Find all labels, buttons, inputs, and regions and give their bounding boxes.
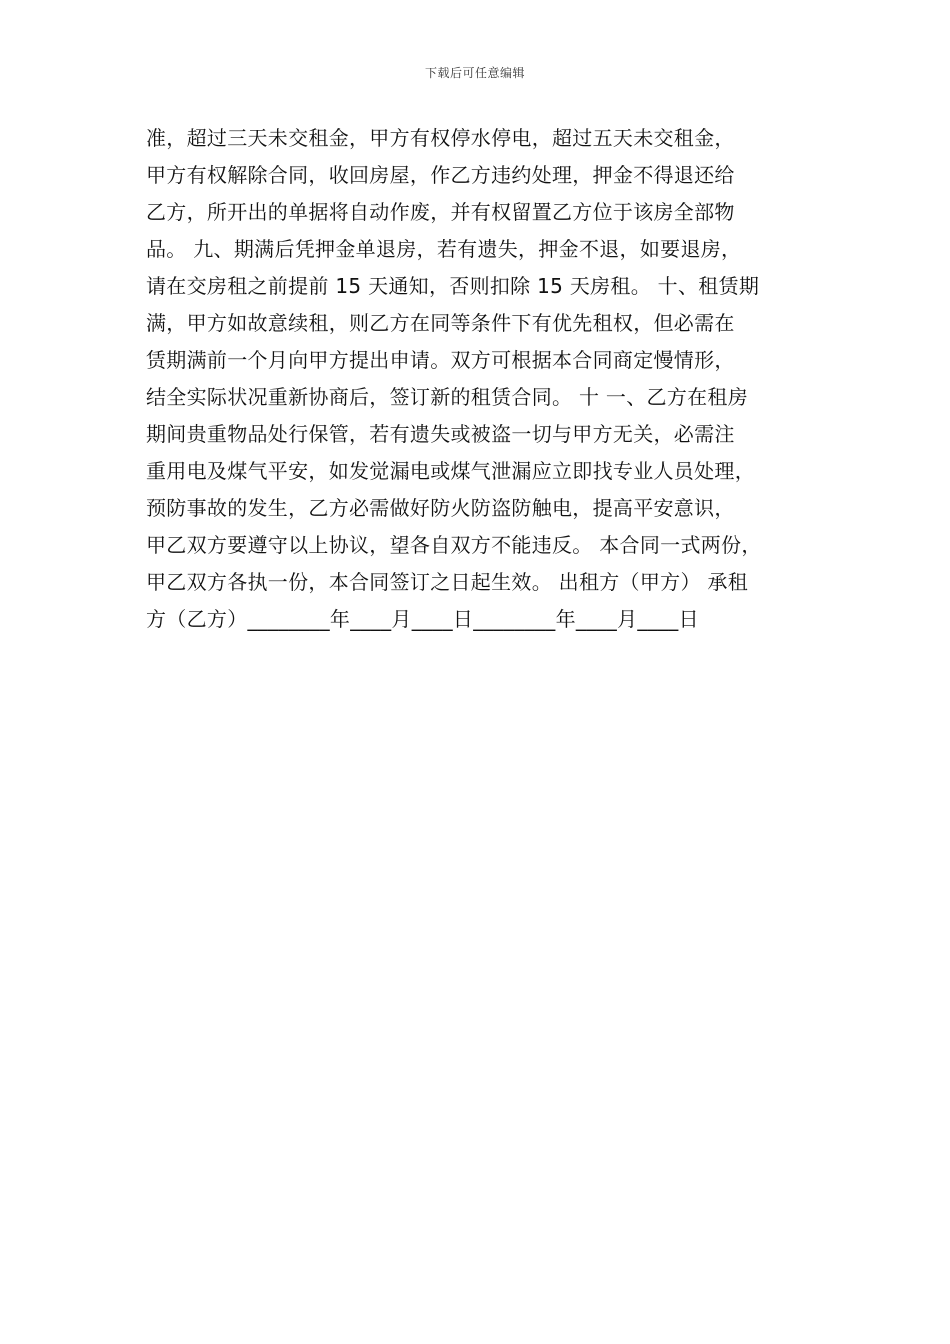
body-line: 赁期满前一个月向甲方提出申请。双方可根据本合同商定慢情形， [146, 348, 735, 372]
body-line: 结全实际状况重新协商后，签订新的租赁合同。 十 一、乙方在租房 [146, 385, 749, 409]
body-line: 重用电及煤气平安，如发觉漏电或煤气泄漏应立即找专业人员处理， [146, 459, 755, 483]
page-header: 下载后可任意编辑 [424, 66, 525, 80]
body-line: 甲乙双方各执一份，本合同签订之日起生效。 出租方（甲方） 承租 [146, 570, 749, 594]
body-line: 预防事故的发生，乙方必需做好防火防盗防触电，提高平安意识， [146, 496, 735, 520]
body-line: 甲方有权解除合同，收回房屋，作乙方违约处理，押金不得退还给 [146, 163, 735, 187]
body-line: 请在交房租之前提前 15 天通知，否则扣除 15 天房租。 十、租赁期 [146, 274, 760, 298]
body-line: 乙方，所开出的单据将自动作废，并有权留置乙方位于该房全部物 [146, 200, 735, 224]
body-line: 甲乙双方要遵守以上协议，望各自双方不能违反。 本合同一式两份， [146, 533, 762, 557]
signature-line: 方（乙方）________年____月____日________年____月____日 [146, 607, 699, 631]
body-line: 满，甲方如故意续租，则乙方在同等条件下有优先租权，但必需在 [146, 311, 735, 335]
body-line: 期间贵重物品处行保管，若有遗失或被盗一切与甲方无关，必需注 [146, 422, 735, 446]
contract-body [146, 120, 816, 638]
body-line: 准，超过三天未交租金，甲方有权停水停电，超过五天未交租金， [146, 126, 735, 150]
body-line: 品。 九、期满后凭押金单退房，若有遗失，押金不退，如要退房， [146, 237, 742, 261]
